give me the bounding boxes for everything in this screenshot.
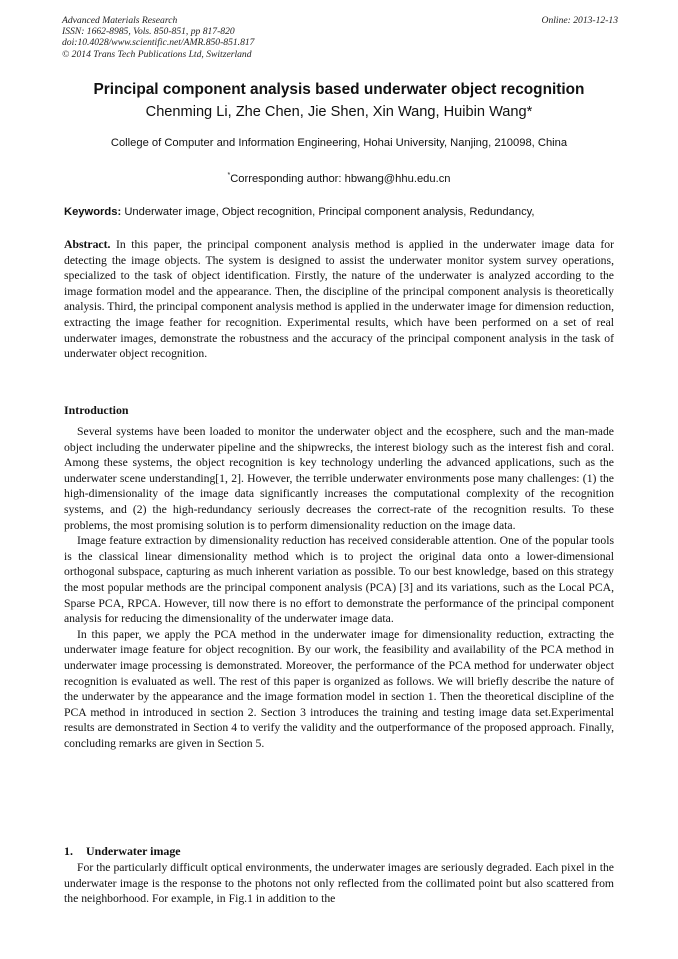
introduction-heading: Introduction (64, 403, 129, 417)
affiliation: College of Computer and Information Engineering, Hohai University, Nanjing, 210098, China (110, 137, 568, 149)
intro-paragraph: In this paper, we apply the PCA method in the underwater image for dimensionality reduction, extracting the underwater image feature for object recognition. By our work, the feasibility and availability of the PCA method in underwater image processing is demonstrated. Moreover, the performance of the PCA method for underwater object recognition is evaluated as well. The rest of this paper is organized as follows. We will briefly describe the nature of the underwater by the appearance and the image formation model in section 1. Then the theoretical discipline of the PCA method in introduced in section 2. Section 3 introduces the training and testing image data set.Experimental results are demonstrated in Section 4 to verify the validity and the outperformance of the proposed approach. Finally, concluding remarks are given in Section 5. (64, 627, 614, 750)
keywords (64, 205, 624, 219)
introduction-body (64, 424, 614, 751)
keywords-label: Keywords: (64, 206, 122, 218)
section1-title: Underwater image (86, 844, 181, 858)
keywords-text: Underwater image, Object recognition, Principal component analysis, Redundancy, (124, 206, 535, 218)
corresponding-author (0, 169, 678, 186)
section1-paragraph: For the particularly difficult optical environments, the underwater images are seriously degraded. Each pixel in the underwater image is the response to the photons not only reflected from the collimated point but also scattered from the neighborhood. For example, in Fig.1 in addition to the (64, 861, 614, 906)
copyright-line: © 2014 Trans Tech Publications Ltd, Switzerland (62, 48, 252, 60)
corresponding-text: Corresponding author: hbwang@hhu.edu.cn (230, 173, 451, 185)
author-list: Chenming Li, Zhe Chen, Jie Shen, Xin Wang, Huibin Wang* (145, 104, 533, 120)
issn-line: ISSN: 1662-8985, Vols. 850-851, pp 817-820 (62, 26, 235, 38)
abstract (64, 237, 614, 362)
intro-paragraph: Image feature extraction by dimensionality reduction has received considerable attention. One of the popular tools is the classical linear dimensionality method which is to project the original data onto a lower-dimensional orthogonal subspace, capturing as much inherent variation as possible. To our best knowledge, based on this strategy the most popular methods are the principal component analysis (PCA) [3] and its variations, such as the Local PCA, Sparse PCA, RPCA. However, till now there is no effort to demonstrate the performance of the principal component analysis for reducing the dimensionality of the underwater image data. (64, 534, 614, 626)
section1-number: 1. (64, 844, 73, 858)
abstract-text: In this paper, the principal component analysis method is applied in the underwater image data for detecting the image objects. The system is designed to assist the underwater monitor system survey operations, specialized to the task of object identification. Firstly, the nature of the underwater is analyzed according to the image formation model and the appearance. Then, the discipline of the principal component analysis is theoretically analysis. Third, the principal component analysis method is applied in the underwater image for dimension reduction, extracting the image feather for recognition. Experimental results, which have been performed on a set of real underwater images, demonstrate the robustness and the accuracy of the principal component analysis in the task of underwater object recognition. (64, 238, 615, 361)
section1-heading (64, 844, 181, 859)
journal-name: Advanced Materials Research (62, 15, 178, 26)
paper-title: Principal component analysis based underwater object recognition (93, 81, 585, 98)
corresponding-mark: * (227, 172, 231, 179)
abstract-label: Abstract. (64, 238, 111, 251)
journal-header (62, 15, 618, 60)
intro-paragraph: Several systems have been loaded to monitor the underwater object and the ecosphere, such and the man-made object including the underwater pipeline and the shipwrecks, the interest biology such as the interest fish and coral. Among these systems, the object recognition is key technology underling the advanced applications, such as the underwater scene understanding[1, 2]. However, the terrible underwater environments pose many challenges: (1) the high-dimensionality of the image data significantly increases the computational complexity of the recognition systems, and (2) the high-redundancy seriously decreases the correct-rate of the recognition results. To these problems, the most promising solution is to perform dimensionality reduction on the image data. (64, 425, 614, 532)
section1-body (64, 860, 614, 907)
online-date: Online: 2013-12-13 (541, 15, 618, 26)
doi-line: doi:10.4028/www.scientific.net/AMR.850-851.817 (62, 37, 255, 49)
